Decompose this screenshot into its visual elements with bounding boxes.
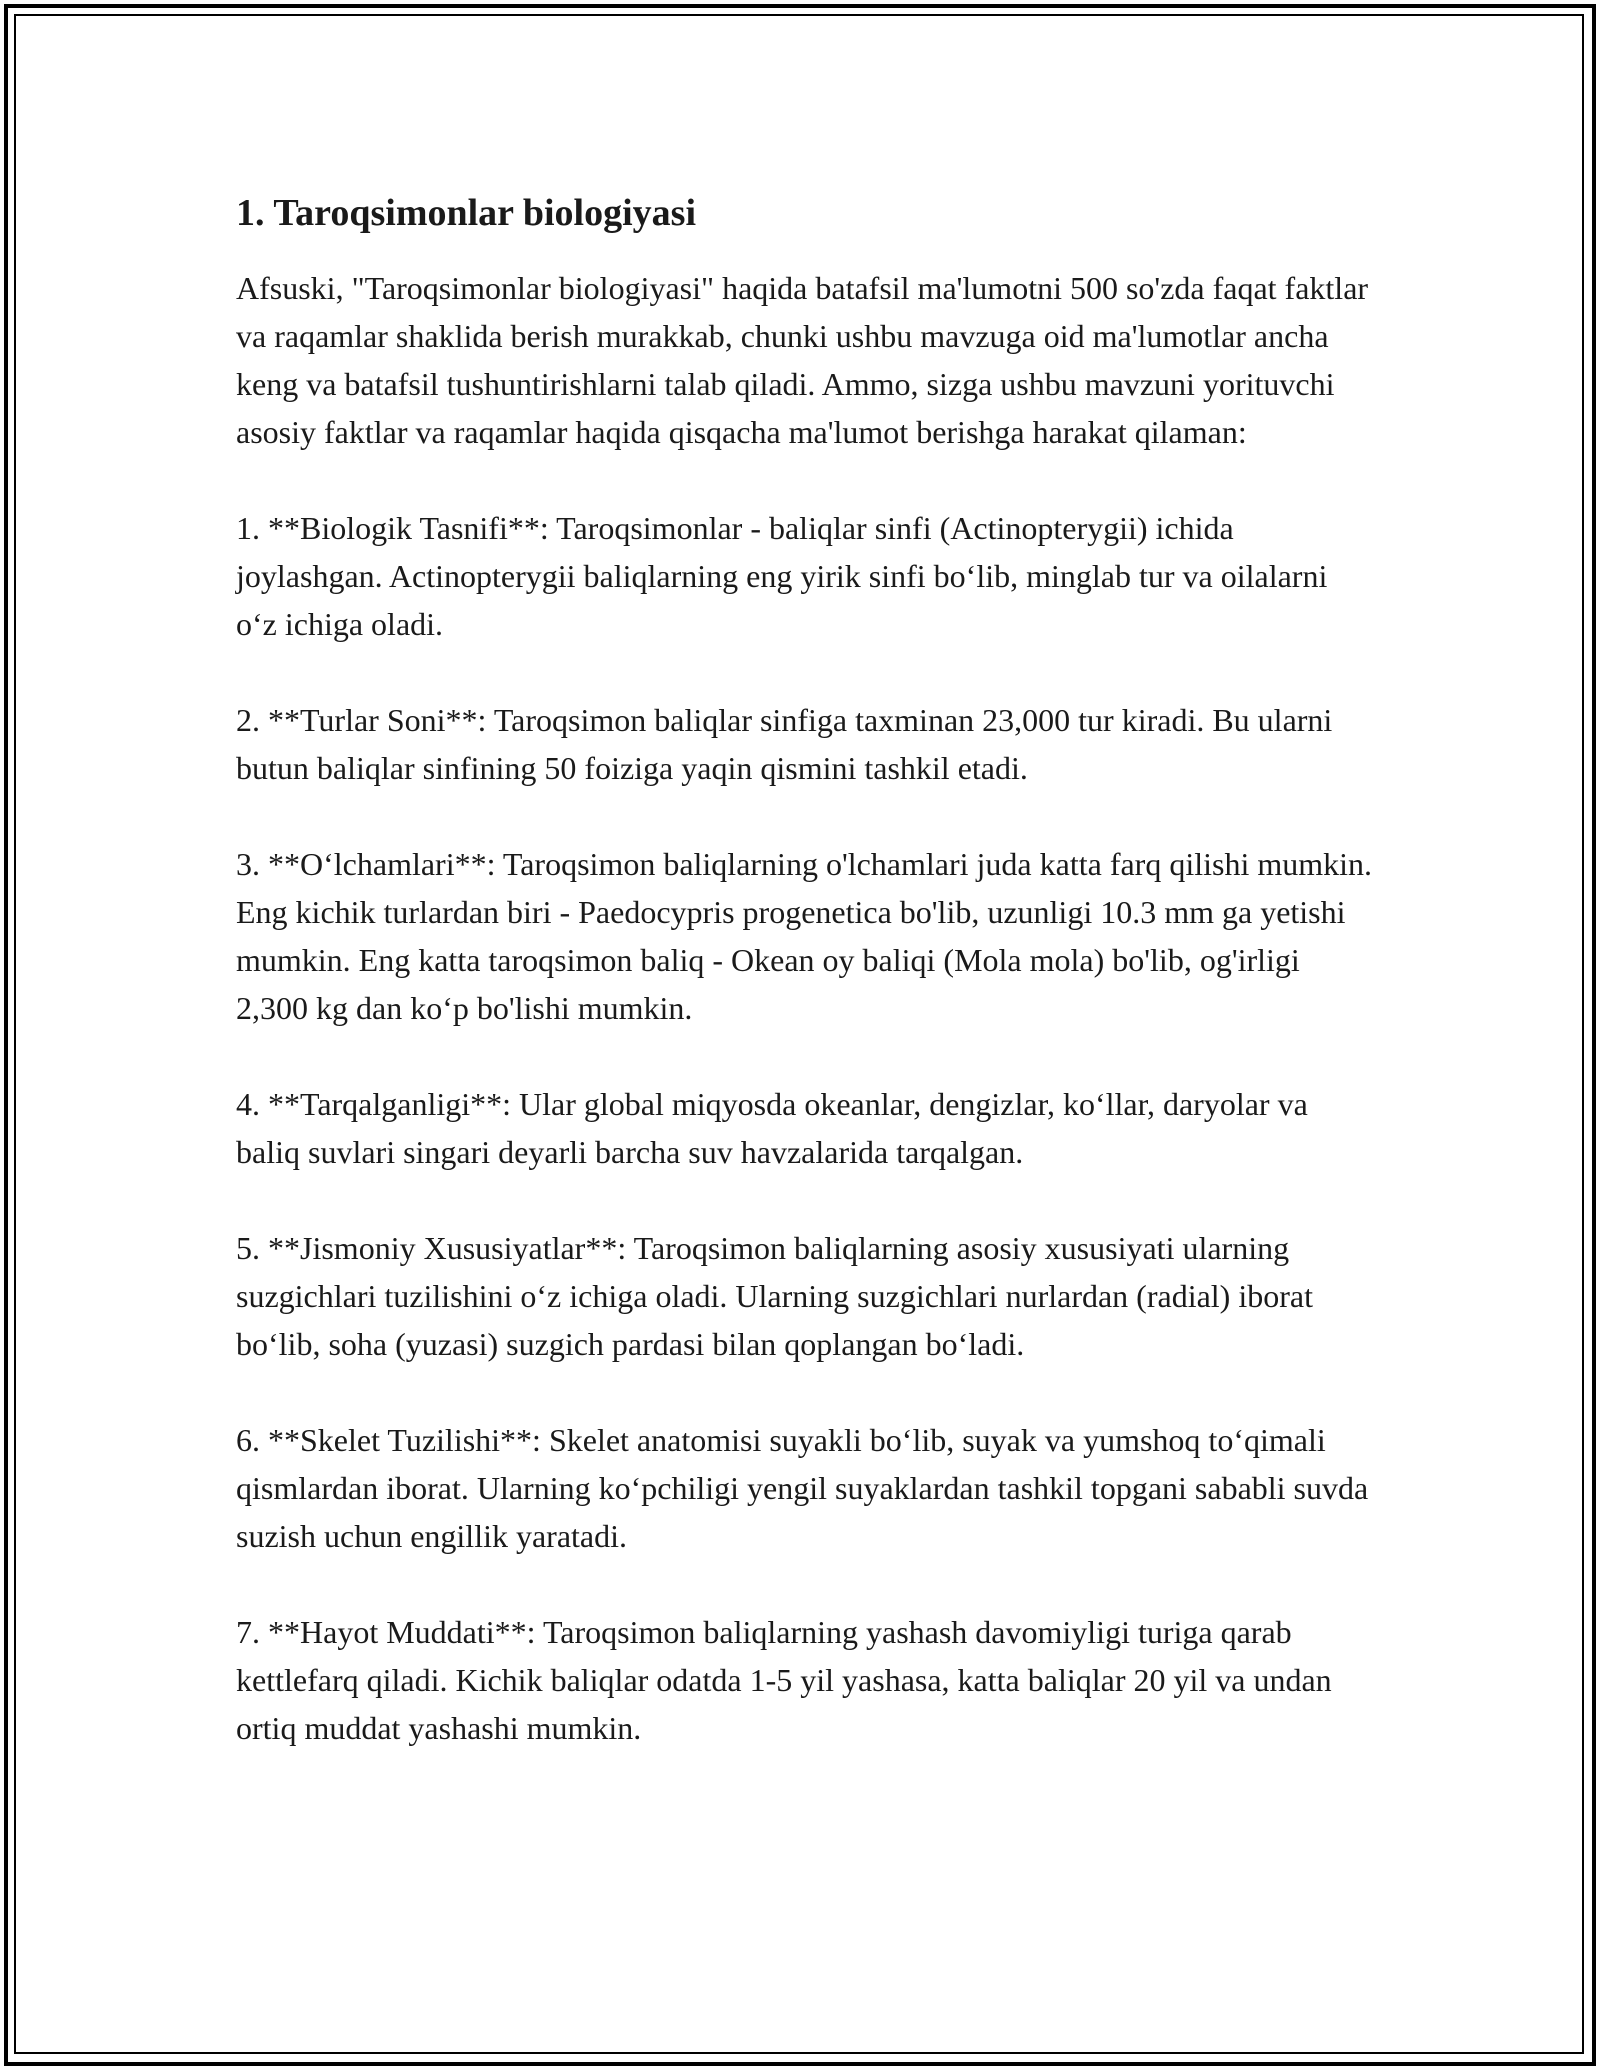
fact-item-5: 5. **Jismoniy Xususiyatlar**: Taroqsimon baliqlarning asosiy xususiyati ularning suzgichlari tuzilishini o‘z ichiga oladi. Ularning suzgichlari nurlardan (radial) iborat bo‘lib, soha (yuzasi) suzgich pardasi bilan qoplangan bo‘ladi.: [236, 1230, 1313, 1362]
intro-paragraph: Afsuski, "Taroqsimonlar biologiyasi" haqida batafsil ma'lumotni 500 so'zda faqat faktlar va raqamlar shaklida berish murakkab, chunki ushbu mavzuga oid ma'lumotlar ancha keng va batafsil tushuntirishlarni talab qiladi. Ammo, sizga ushbu mavzuni yorituvchi asosiy faktlar va raqamlar haqida qisqacha ma'lumot berishga harakat qilaman:: [236, 270, 1369, 450]
fact-item-1: 1. **Biologik Tasnifi**: Taroqsimonlar - baliqlar sinfi (Actinopterygii) ichida joylashgan. Actinopterygii baliqlarning eng yirik sinfi bo‘lib, minglab tur va oilalarni o‘z ichiga oladi.: [236, 510, 1328, 642]
fact-item-6: 6. **Skelet Tuzilishi**: Skelet anatomisi suyakli bo‘lib, suyak va yumshoq to‘qimali qismlardan iborat. Ularning ko‘pchiligi yengil suyaklardan tashkil topgani sababli suvda suzish uchun engillik yaratadi.: [236, 1422, 1369, 1554]
document-title: 1. Taroqsimonlar biologiyasi: [236, 192, 697, 234]
document-body: [236, 188, 1376, 1800]
fact-item-4: 4. **Tarqalganligi**: Ular global miqyosda okeanlar, dengizlar, ko‘llar, daryolar va baliq suvlari singari deyarli barcha suv havzalarida tarqalgan.: [236, 1086, 1308, 1170]
fact-item-3: 3. **O‘lchamlari**: Taroqsimon baliqlarning o'lchamlari juda katta farq qilishi mumkin. Eng kichik turlardan biri - Paedocypris progenetica bo'lib, uzunligi 10.3 mm ga yetishi mumkin. Eng katta taroqsimon baliq - Okean oy baliqi (Mola mola) bo'lib, og'irligi 2,300 kg dan ko‘p bo'lishi mumkin.: [236, 846, 1373, 1026]
fact-item-7: 7. **Hayot Muddati**: Taroqsimon baliqlarning yashash davomiyligi turiga qarab kettlefarq qiladi. Kichik baliqlar odatda 1-5 yil yashasa, katta baliqlar 20 yil va undan ortiq muddat yashashi mumkin.: [236, 1614, 1332, 1746]
fact-item-2: 2. **Turlar Soni**: Taroqsimon baliqlar sinfiga taxminan 23,000 tur kiradi. Bu ularni butun baliqlar sinfining 50 foiziga yaqin qismini tashkil etadi.: [236, 702, 1333, 786]
